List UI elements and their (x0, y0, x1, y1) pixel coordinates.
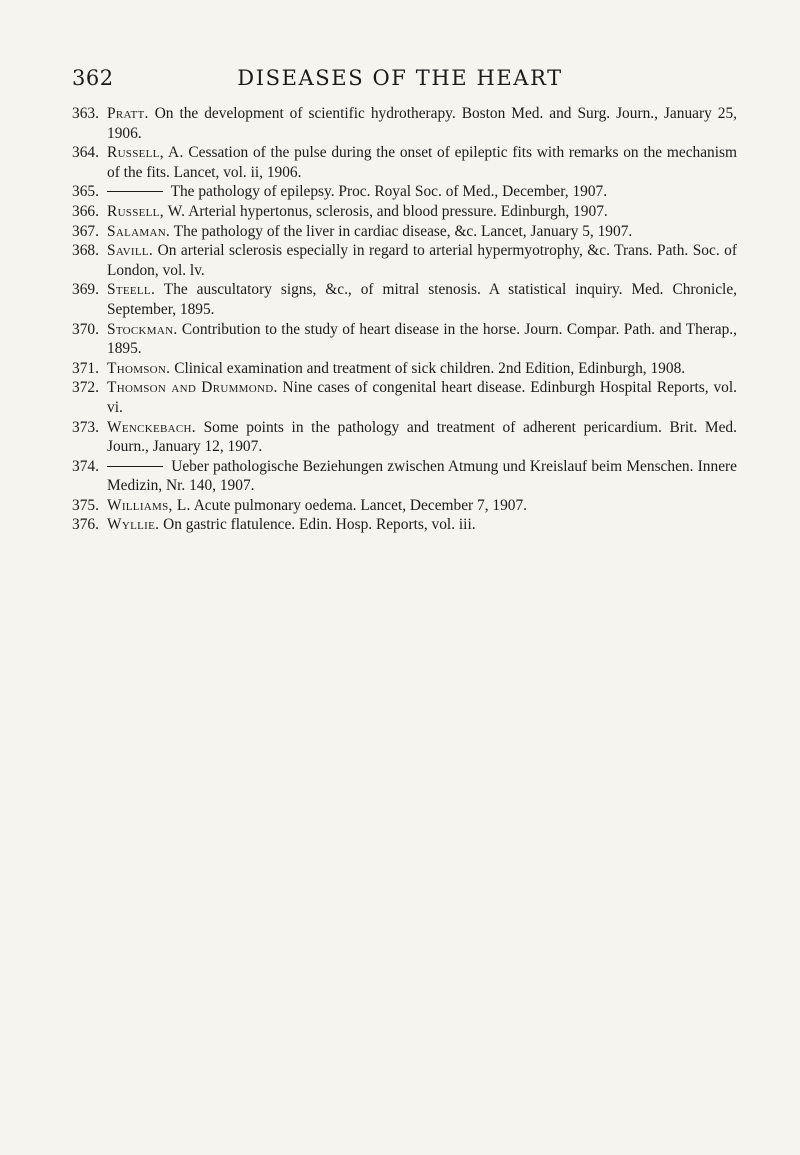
reference-author: Pratt. (107, 105, 149, 122)
reference-item (72, 359, 737, 379)
reference-item (72, 496, 737, 516)
reference-item (72, 378, 737, 417)
reference-text: Ueber pathologische Beziehungen zwischen Atmung und Kreislauf beim Menschen. Innere Medizin, Nr. 140, 1907. (107, 457, 737, 495)
reference-item (72, 202, 737, 222)
reference-item (72, 280, 737, 319)
reference-number: 369. (72, 281, 99, 299)
reference-text: Some points in the pathology and treatment of adherent pericardium. Brit. Med. Journ., January 12, 1907. (107, 418, 737, 456)
reference-text: Nine cases of congenital heart disease. Edinburgh Hospital Reports, vol. vi. (107, 379, 737, 416)
reference-item (72, 418, 737, 457)
ditto-dash (107, 191, 163, 192)
reference-number: 364. (72, 144, 99, 162)
reference-text: On arterial sclerosis especially in regard to arterial hypermyotrophy, &c. Trans. Path. Soc. of London, vol. lv. (107, 242, 737, 279)
reference-author: Wenckebach. (107, 418, 196, 436)
reference-text: Acute pulmonary oedema. Lancet, December 7, 1907. (193, 496, 528, 514)
reference-item (72, 515, 737, 535)
reference-text: Arterial hypertonus, sclerosis, and blood pressure. Edinburgh, 1907. (188, 202, 608, 220)
page-number: 362 (72, 66, 114, 90)
reference-number: 373. (72, 418, 99, 436)
reference-author: Thomson and Drummond. (107, 379, 278, 397)
reference-text: Contribution to the study of heart disease in the horse. Journ. Compar. Path. and Therap., 1895. (107, 320, 737, 358)
reference-text: On gastric flatulence. Edin. Hosp. Reports, vol. iii. (163, 516, 476, 534)
reference-item (72, 457, 737, 496)
reference-number: 371. (72, 359, 99, 377)
reference-text: Cessation of the pulse during the onset of epileptic fits with remarks on the mechanism of the fits. Lancet, vol. ii, 1906. (107, 144, 737, 181)
reference-item (72, 182, 737, 202)
page-header (0, 66, 800, 96)
reference-number: 365. (72, 183, 99, 201)
reference-author: Steell. (107, 281, 156, 299)
reference-list (72, 104, 737, 535)
reference-item (72, 222, 737, 242)
reference-number: 367. (72, 222, 99, 240)
reference-number: 370. (72, 320, 99, 338)
reference-item (72, 104, 737, 143)
reference-item (72, 143, 737, 182)
reference-text: The pathology of the liver in cardiac disease, &c. Lancet, January 5, 1907. (173, 222, 633, 240)
ditto-dash (107, 466, 163, 467)
reference-text: The auscultatory signs, &c., of mitral stenosis. A statistical inquiry. Med. Chronicle, September, 1895. (107, 281, 738, 318)
reference-number: 376. (72, 516, 99, 534)
reference-number: 375. (72, 496, 99, 514)
reference-author: Thomson. (107, 359, 171, 377)
reference-author: Russell, W. (107, 202, 186, 220)
reference-number: 366. (72, 202, 99, 220)
reference-author: Savill. (107, 242, 154, 260)
reference-number: 363. (72, 105, 99, 122)
reference-author: Russell, A. (107, 144, 184, 162)
reference-author: Wyllie. (107, 516, 160, 534)
reference-number: 374. (72, 457, 99, 475)
reference-text: Clinical examination and treatment of sick children. 2nd Edition, Edinburgh, 1908. (174, 359, 686, 377)
reference-item (72, 320, 737, 359)
reference-text: The pathology of epilepsy. Proc. Royal Soc. of Med., December, 1907. (170, 183, 608, 201)
reference-author: Stockman. (107, 320, 178, 338)
running-title: DISEASES OF THE HEART (237, 66, 563, 90)
reference-number: 372. (72, 379, 99, 397)
reference-number: 368. (72, 242, 99, 260)
reference-author: Salaman. (107, 222, 171, 240)
reference-item (72, 241, 737, 280)
reference-author: Williams, L. (107, 496, 191, 514)
reference-text: On the development of scientific hydrotherapy. Boston Med. and Surg. Journ., January 25, 1906. (107, 105, 737, 142)
